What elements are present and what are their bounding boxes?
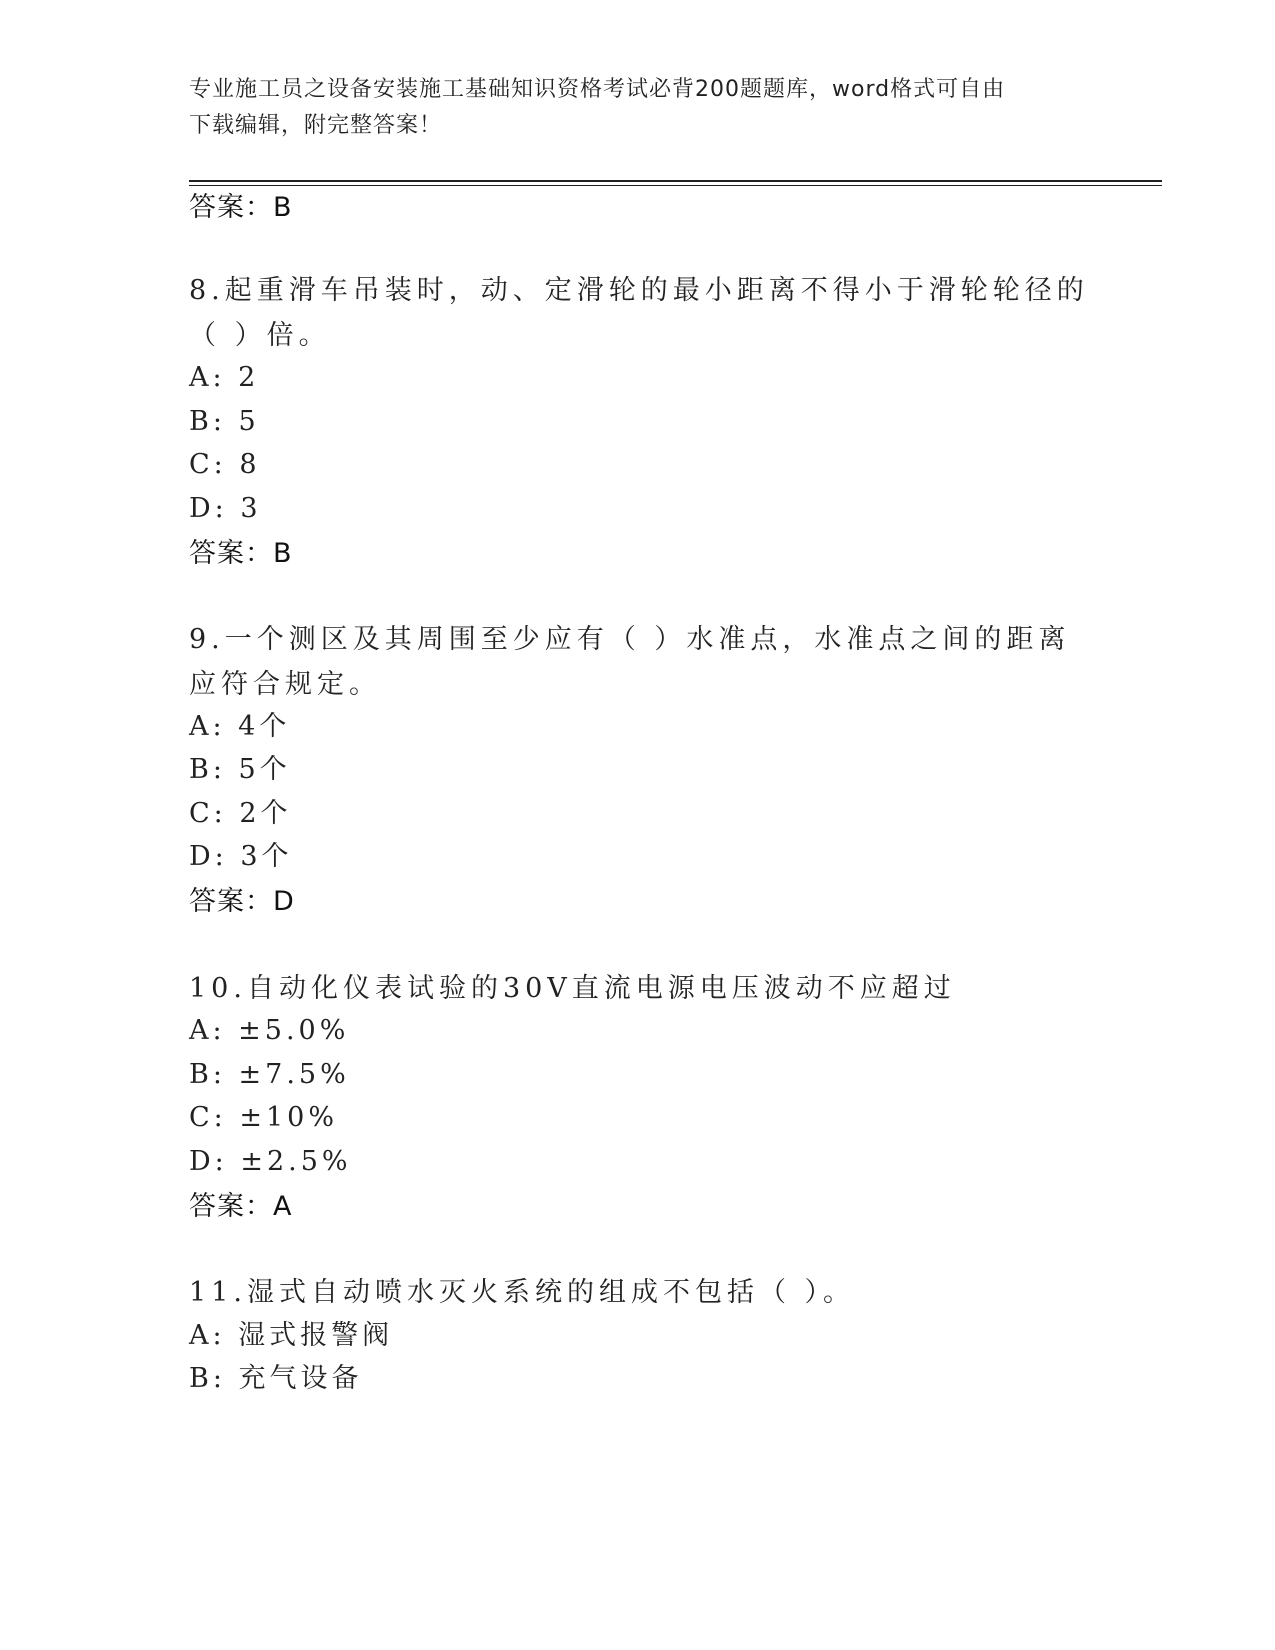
- question-8-option-a: A: 2: [189, 362, 260, 393]
- previous-answer: 答案：B: [189, 192, 293, 223]
- question-9-answer: 答案：D: [189, 886, 295, 917]
- question-9-option-b: B: 5个: [189, 754, 291, 785]
- question-8-stem: 8.起重滑车吊装时，动、定滑轮的最小距离不得小于滑轮轮径的（ ）倍。: [189, 275, 1089, 351]
- document-header: 专业施工员之设备安装施工基础知识资格考试必背200题题库，word格式可自由 下载编辑，附完整答案！: [189, 77, 1006, 138]
- header-divider: [189, 180, 1162, 182]
- question-10-option-b: B: ±7.5%: [189, 1059, 350, 1090]
- question-9-option-a: A: 4个: [189, 711, 291, 742]
- question-10-answer: 答案：A: [189, 1191, 293, 1222]
- question-11-option-a: A: 湿式报警阀: [189, 1320, 394, 1351]
- question-11-option-b: B: 充气设备: [189, 1363, 363, 1394]
- question-8-option-d: D: 3: [189, 493, 262, 524]
- question-8-answer: 答案：B: [189, 538, 293, 569]
- question-9-stem: 9.一个测区及其周围至少应有（ ）水准点，水准点之间的距离应符合规定。: [189, 624, 1071, 700]
- question-9-option-c: C: 2个: [189, 798, 292, 829]
- header-divider-thin: [189, 185, 1162, 186]
- question-10-option-d: D: ±2.5%: [189, 1146, 352, 1177]
- question-10-option-c: C: ±10%: [189, 1102, 338, 1133]
- question-9-option-d: D: 3个: [189, 841, 293, 872]
- question-10-option-a: A: ±5.0%: [189, 1015, 350, 1046]
- question-11-stem: 11.湿式自动喷水灭火系统的组成不包括（ ）。: [189, 1277, 856, 1308]
- question-10-stem: 10.自动化仪表试验的30V直流电源电压波动不应超过: [189, 973, 956, 1004]
- question-8-option-b: B: 5: [189, 406, 260, 437]
- question-8-option-c: C: 8: [189, 449, 261, 480]
